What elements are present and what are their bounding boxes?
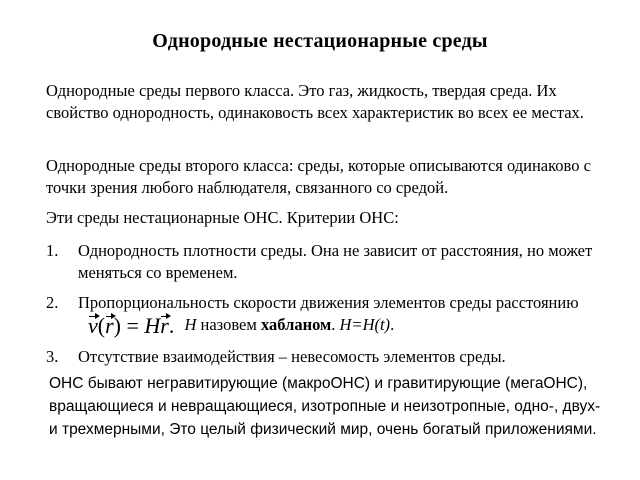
criterion-period: .	[331, 315, 336, 334]
criterion-text: Отсутствие взаимодействия – невесомость элементов среды.	[78, 347, 506, 366]
criterion-text-middle: назовем	[200, 315, 257, 334]
formula-rparen: )	[113, 313, 121, 338]
criterion-number: 1.	[46, 241, 59, 260]
formula-H: H	[144, 313, 161, 338]
criterion-text: Однородность плотности среды. Она не зависит от расстояния, но может меняться со временем.	[78, 241, 593, 282]
paragraph-second-class: Однородные среды второго класса: среды, которые описываются одинаково с точки зрения любого наблюдателя, связанного со средой.	[46, 156, 591, 197]
vector-r-2: r	[160, 313, 169, 338]
paragraph-first-class: Однородные среды первого класса. Это газ, жидкость, твердая среда. Их свойство однородность, одинаковость всех характеристик во всех ее местах.	[46, 81, 584, 122]
paragraph-closing: ОНС бывают негравитирующие (макроОНС) и гравитирующие (мегаОНС), вращающиеся и невращающиеся, изотропные и неизотропные, одно-, двух- и трехмерными, Это целый физический мир, очень богатый приложениями.	[49, 375, 601, 438]
hablan-term: хабланом	[260, 315, 332, 334]
formula-equals: =	[126, 313, 139, 338]
criterion-text	[78, 292, 606, 337]
formula-dot: .	[168, 313, 175, 338]
vector-v: v	[88, 313, 98, 338]
paragraph-criteria-intro: Эти среды нестационарные ОНС. Критерии ОНС:	[46, 208, 399, 227]
h-letter: H	[184, 315, 197, 334]
criterion-end: .	[390, 315, 395, 334]
formula-lparen: (	[97, 313, 106, 338]
criterion-text-before: Пропорциональность скорости движения элементов среды расстоянию	[78, 293, 579, 312]
velocity-formula	[88, 315, 174, 337]
h-expression: H=H(t)	[339, 315, 391, 334]
criterion-number: 3.	[46, 347, 59, 366]
vector-r: r	[105, 313, 114, 338]
slide-title: Однородные нестационарные среды	[152, 30, 488, 52]
criterion-number: 2.	[46, 293, 59, 312]
